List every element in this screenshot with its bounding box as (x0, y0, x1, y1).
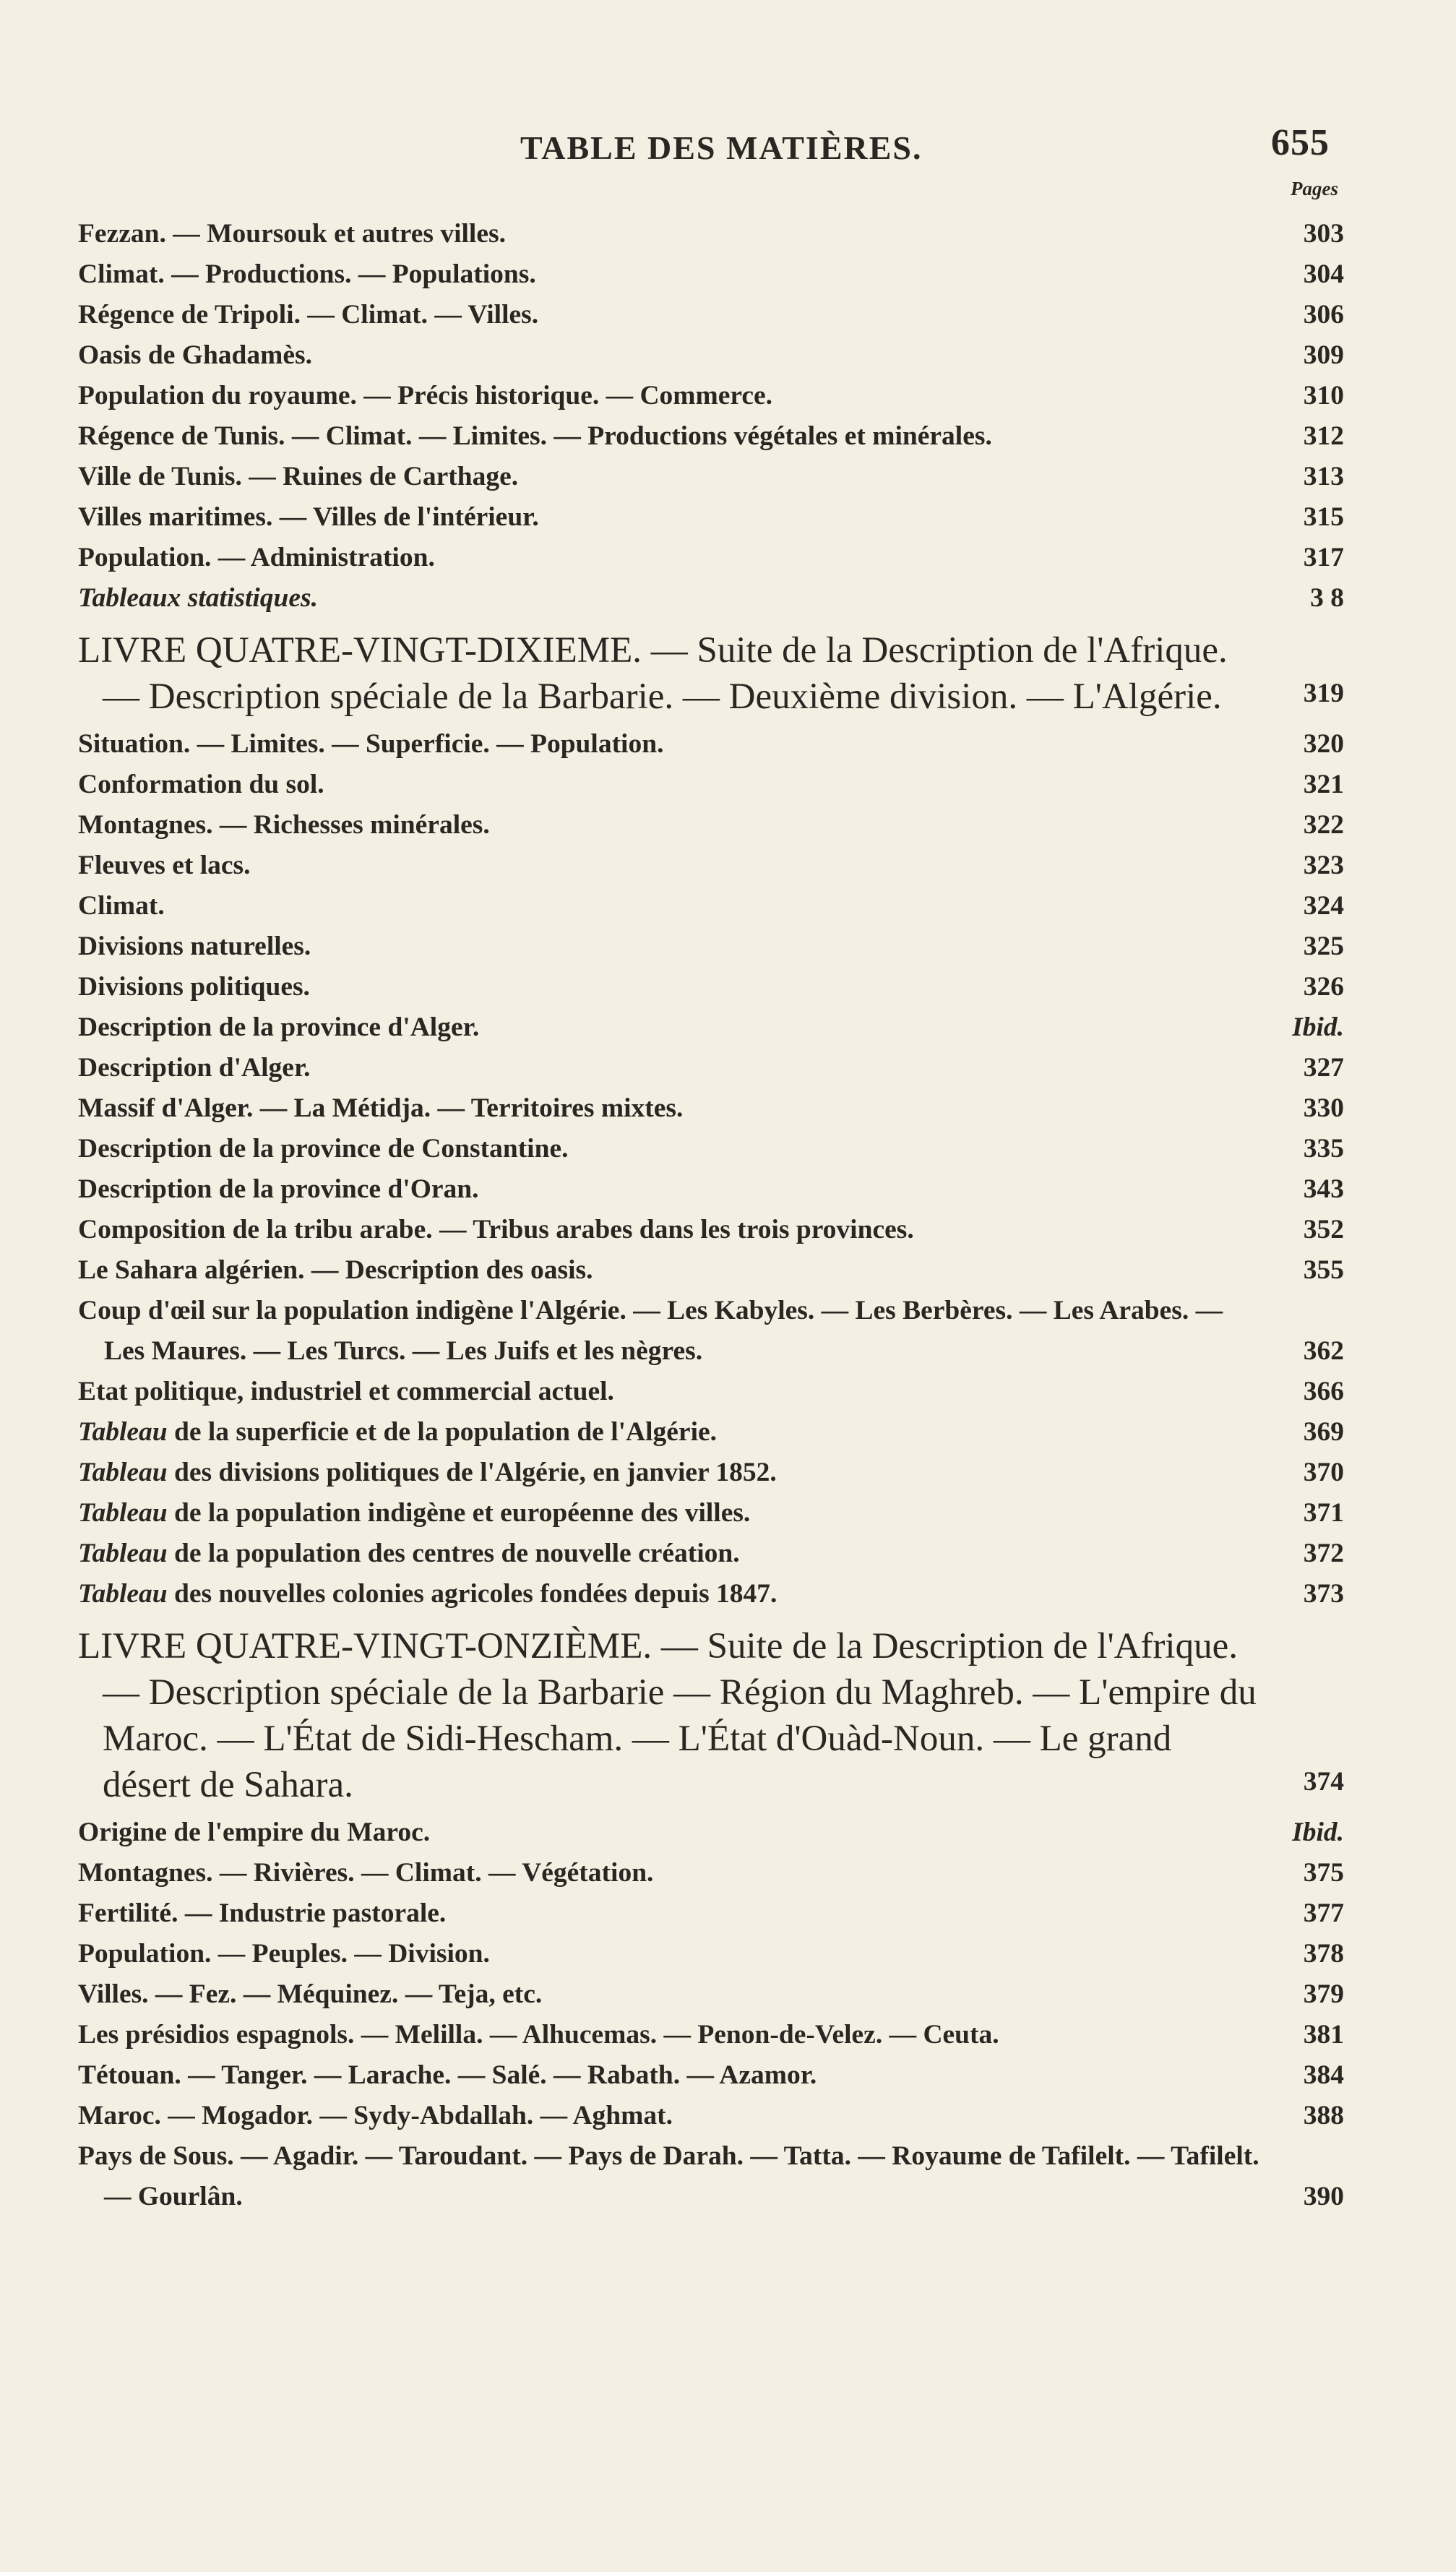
page-title: TABLE DES MATIÈRES. (520, 129, 923, 166)
page-ref: 319 (1303, 679, 1344, 708)
book-heading (78, 627, 1344, 720)
entry-text: Description d'Alger. (78, 1053, 311, 1083)
entry-text: Villes. — Fez. — Méquinez. — Teja, etc. (78, 1979, 543, 2009)
entry-text: Description de la province de Constantine. (78, 1134, 569, 1164)
page-ref: 3 8 (1310, 583, 1344, 613)
page-ref: 306 (1303, 300, 1344, 330)
page-ref: 327 (1303, 1053, 1344, 1083)
page-ref: 304 (1303, 259, 1344, 289)
book-heading (78, 1623, 1344, 1808)
entry-text: Etat politique, industriel et commercial actuel. (78, 1377, 614, 1406)
entry-text: Pays de Sous. — Agadir. — Taroudant. — Pays de Darah. — Tatta. — Royaume de Tafilelt. — Tafilelt. — Gourlân. (78, 2141, 1259, 2211)
page-ref: 370 (1303, 1458, 1344, 1487)
toc-entry (78, 376, 1344, 416)
entry-text: Tétouan. — Tanger. — Larache. — Salé. — Rabath. — Azamor. (78, 2060, 817, 2090)
toc-entry (78, 1169, 1344, 1210)
entry-text: Régence de Tunis. — Climat. — Limites. — Productions végétales et minérales. (78, 421, 992, 451)
entry-text: Tableau (78, 1539, 168, 1568)
toc-entry (78, 1893, 1344, 1934)
entry-text: Divisions politiques. (78, 972, 310, 1002)
toc-entry (78, 497, 1344, 538)
entry-text: Tableau (78, 1579, 168, 1609)
toc-entry (78, 1210, 1344, 1250)
page-ref: 330 (1303, 1093, 1344, 1123)
page-ref: 371 (1303, 1498, 1344, 1528)
entry-text: Fezzan. — Moursouk et autres villes. (78, 219, 506, 249)
page-ref: 379 (1303, 1979, 1344, 2009)
entry-text: Divisions naturelles. (78, 932, 311, 961)
toc-entry (78, 254, 1344, 295)
entry-text: Fleuves et lacs. (78, 851, 251, 880)
entry-text: Population. — Peuples. — Division. (78, 1939, 490, 1969)
page-ref: 320 (1303, 729, 1344, 759)
page-ref: 343 (1303, 1174, 1344, 1204)
entry-text: Coup d'œil sur la population indigène l'Algérie. — Les Kabyles. — Les Berbères. — Les Arabes. — Les Maures. — Les Turcs. — Les Juifs et les nègres. (78, 1296, 1223, 1366)
entry-text: Description de la province d'Alger. (78, 1012, 480, 1042)
toc-entry (78, 416, 1344, 457)
page-number: 655 (1271, 122, 1330, 163)
toc-entry: Tableau des divisions politiques de l'Algérie, en janvier 1852. 370 (78, 1453, 1344, 1493)
page-ref: 335 (1303, 1134, 1344, 1164)
page-ref: 312 (1303, 421, 1344, 451)
page-ref: 310 (1303, 381, 1344, 410)
page-ref: 323 (1303, 851, 1344, 880)
toc-entry (78, 765, 1344, 805)
page-ref: 384 (1303, 2060, 1344, 2090)
entry-text: Les présidios espagnols. — Melilla. — Alhucemas. — Penon-de-Velez. — Ceuta. (78, 2020, 999, 2050)
entry-text: Tableaux statistiques. (78, 583, 319, 613)
toc-entry: Tableau des nouvelles colonies agricoles fondées depuis 1847. 373 (78, 1574, 1344, 1614)
toc-entry (78, 2136, 1344, 2217)
toc-entry (78, 1934, 1344, 1974)
entry-text: Ville de Tunis. — Ruines de Carthage. (78, 462, 519, 491)
toc-entry: Tableau de la population des centres de nouvelle création. 372 (78, 1534, 1344, 1574)
running-head (78, 108, 1344, 199)
page-ref: 381 (1303, 2020, 1344, 2050)
page-ref: 377 (1303, 1898, 1344, 1928)
toc-entry (78, 335, 1344, 376)
page-ref: 388 (1303, 2101, 1344, 2130)
page-ref: 355 (1303, 1255, 1344, 1285)
toc-entries (78, 214, 1344, 2217)
pages-column-label: Pages (1291, 178, 1338, 199)
toc-entry: Tableau de la superficie et de la population de l'Algérie. 369 (78, 1412, 1344, 1453)
page-ref: 372 (1303, 1539, 1344, 1568)
entry-text: Oasis de Ghadamès. (78, 340, 313, 370)
entry-text: LIVRE QUATRE-VINGT-ONZIÈME. — Suite de la Description de l'Afrique. — Description spéciale de la Barbarie — Région du Maghreb. — L'empire du Maroc. — L'État de Sidi-Hescham. — L'État d'Ouàd-Noun. — Le grand désert de Sahara. (78, 1626, 1257, 1805)
entry-text: Composition de la tribu arabe. — Tribus arabes dans les trois provinces. (78, 1215, 914, 1244)
toc-entry (78, 1129, 1344, 1169)
entry-text: Situation. — Limites. — Superficie. — Population. (78, 729, 664, 759)
page-ref: 369 (1303, 1417, 1344, 1447)
page-ref: 326 (1303, 972, 1344, 1002)
toc-entry (78, 2055, 1344, 2096)
entry-text: LIVRE QUATRE-VINGT-DIXIEME. — Suite de la Description de l'Afrique. — Description spéciale de la Barbarie. — Deuxième division. — L'Algérie. (78, 630, 1228, 717)
toc-entry (78, 967, 1344, 1007)
entry-text: Tableau (78, 1417, 168, 1447)
page-ref: 303 (1303, 219, 1344, 249)
entry-text: Fertilité. — Industrie pastorale. (78, 1898, 447, 1928)
toc-entry (78, 1974, 1344, 2015)
page-ref: 309 (1303, 340, 1344, 370)
entry-text: Montagnes. — Richesses minérales. (78, 810, 490, 840)
page-ref: 374 (1303, 1767, 1344, 1797)
entry-text: Le Sahara algérien. — Description des oasis. (78, 1255, 593, 1285)
toc-entry (78, 886, 1344, 926)
toc-entry (78, 926, 1344, 967)
toc-entry (78, 1291, 1344, 1372)
toc-entry (78, 2096, 1344, 2136)
page-ref: 317 (1303, 543, 1344, 572)
toc-entry (78, 295, 1344, 335)
entry-text: Climat. (78, 891, 165, 921)
toc-entry (78, 214, 1344, 254)
entry-text: Origine de l'empire du Maroc. (78, 1818, 431, 1847)
toc-entry (78, 1048, 1344, 1088)
toc-entry (78, 1088, 1344, 1129)
toc-entry (78, 538, 1344, 578)
entry-text: Climat. — Productions. — Populations. (78, 259, 536, 289)
page-ref: 390 (1303, 2182, 1344, 2211)
page-ref: 325 (1303, 932, 1344, 961)
page-ref: 378 (1303, 1939, 1344, 1969)
toc-entry (78, 1853, 1344, 1893)
entry-text: Population. — Administration. (78, 543, 435, 572)
toc-entry (78, 805, 1344, 846)
page-ref: 313 (1303, 462, 1344, 491)
page-ref: 321 (1303, 770, 1344, 799)
page-ref: 366 (1303, 1377, 1344, 1406)
toc-entry (78, 1372, 1344, 1412)
toc-entry (78, 1812, 1344, 1853)
entry-text: Villes maritimes. — Villes de l'intérieur. (78, 502, 539, 532)
toc-page (78, 108, 1344, 2217)
toc-entry (78, 1007, 1344, 1048)
entry-text: Massif d'Alger. — La Métidja. — Territoires mixtes. (78, 1093, 684, 1123)
page-ref: 352 (1303, 1215, 1344, 1244)
entry-text: Régence de Tripoli. — Climat. — Villes. (78, 300, 539, 330)
entry-text: Conformation du sol. (78, 770, 324, 799)
entry-text: Tableau (78, 1498, 168, 1528)
page-ref: Ibid. (1292, 1818, 1344, 1847)
toc-entry (78, 846, 1344, 886)
entry-text: Maroc. — Mogador. — Sydy-Abdallah. — Aghmat. (78, 2101, 673, 2130)
entry-text: Montagnes. — Rivières. — Climat. — Végétation. (78, 1858, 654, 1888)
entry-text: Description de la province d'Oran. (78, 1174, 479, 1204)
toc-entry (78, 578, 1344, 619)
entry-text: Tableau (78, 1458, 168, 1487)
toc-entry (78, 457, 1344, 497)
page-ref: 373 (1303, 1579, 1344, 1609)
page-ref: Ibid. (1292, 1012, 1344, 1042)
page-ref: 362 (1303, 1336, 1344, 1366)
page-ref: 375 (1303, 1858, 1344, 1888)
page-ref: 322 (1303, 810, 1344, 840)
page-ref: 315 (1303, 502, 1344, 532)
toc-entry: Tableau de la population indigène et européenne des villes. 371 (78, 1493, 1344, 1534)
page-ref: 324 (1303, 891, 1344, 921)
toc-entry (78, 2015, 1344, 2055)
entry-text: Population du royaume. — Précis historique. — Commerce. (78, 381, 773, 410)
toc-entry (78, 724, 1344, 765)
toc-entry (78, 1250, 1344, 1291)
